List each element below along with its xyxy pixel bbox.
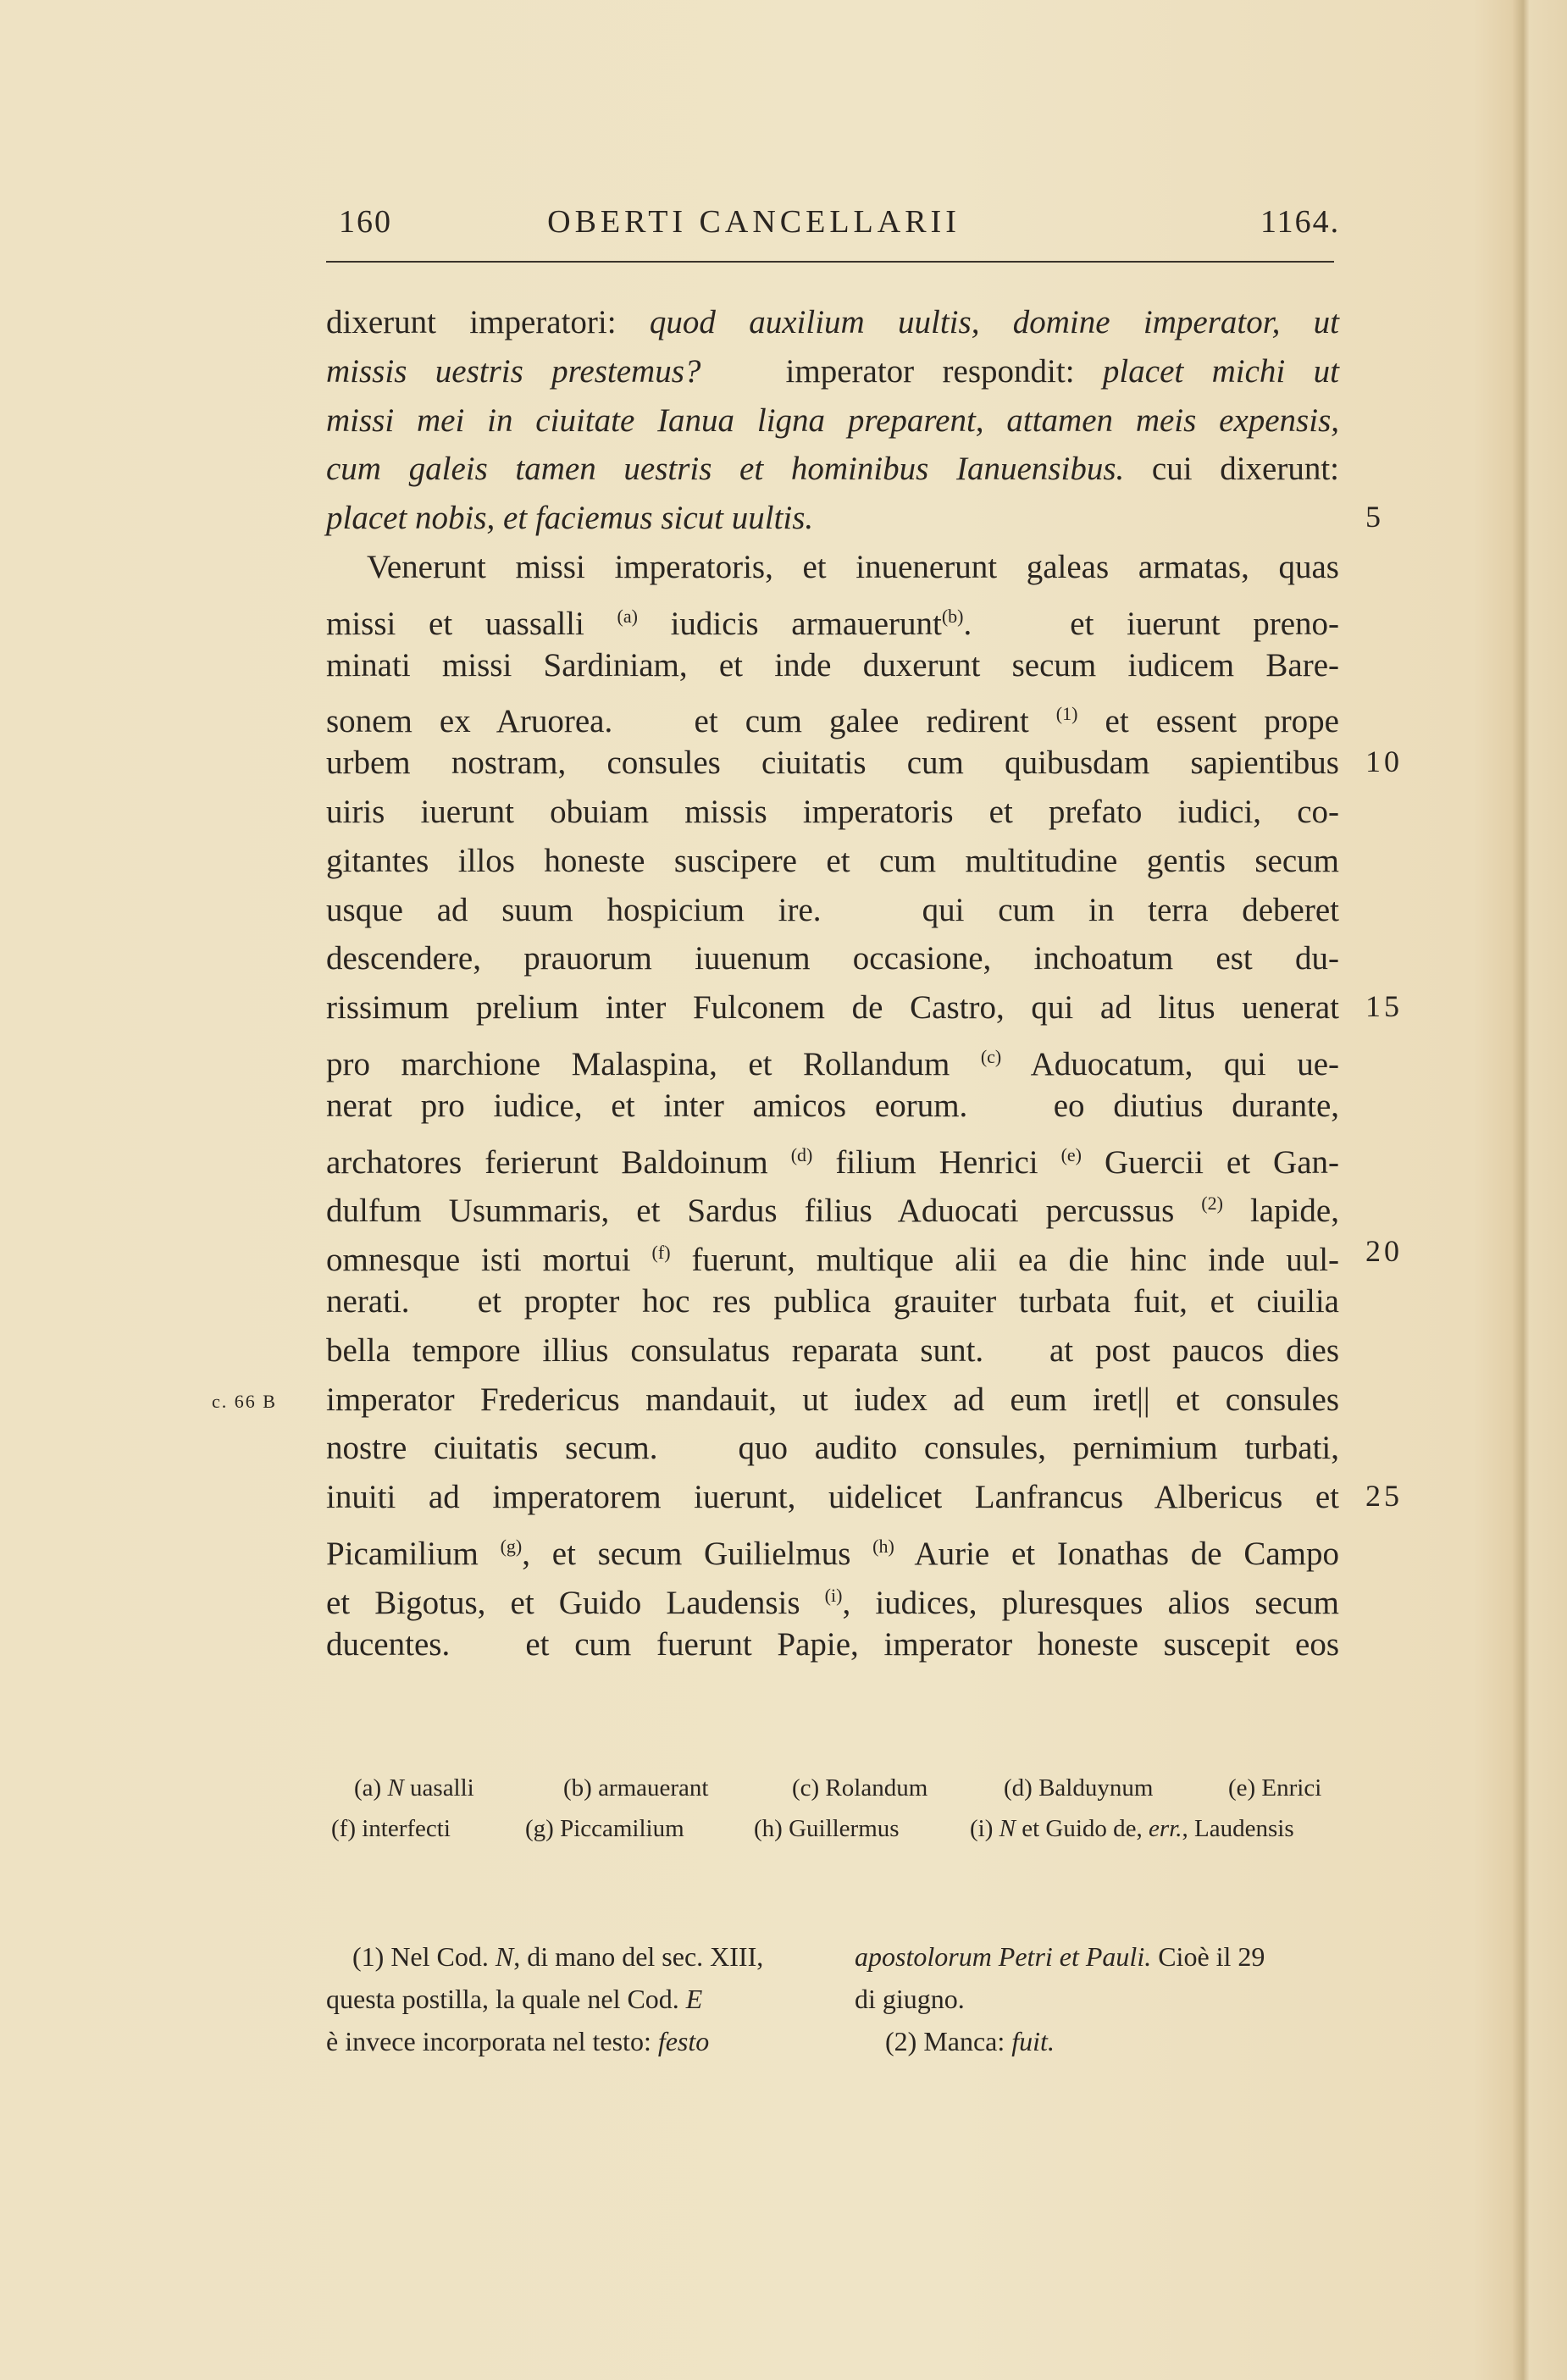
text-run: uiris iuerunt obuiam missis imperatoris et prefato iudici, co-	[326, 794, 1339, 830]
text-run: (a)	[354, 1774, 388, 1802]
text-run: urbem nostram, consules ciuitatis cum quibusdam sapientibus	[326, 744, 1339, 782]
italic-text: apostolorum Petri et Pauli.	[855, 1941, 1152, 1972]
text-run: nostre ciuitatis secum. quo audito consules, pernimium turbati,	[326, 1430, 1339, 1467]
text-run: missi et uassalli	[326, 605, 617, 642]
text-line	[326, 886, 1339, 935]
text-run: cui dixerunt:	[1124, 451, 1339, 488]
footnote-marker: (1)	[1055, 703, 1078, 725]
line-number: 20	[1365, 1234, 1403, 1269]
text-run: nerat pro iudice, et inter amicos eorum. eo diutius durante,	[326, 1087, 1339, 1124]
variant-reading	[792, 1774, 927, 1802]
text-line	[326, 983, 1339, 1032]
text-line	[326, 396, 1339, 446]
text-run: Aduocatum, qui ue-	[1001, 1046, 1339, 1082]
italic-text: N	[495, 1941, 514, 1972]
text-run: uasalli	[403, 1774, 474, 1802]
variant-reading	[1004, 1774, 1153, 1802]
text-line	[326, 1131, 1339, 1180]
variant-reading	[331, 1815, 451, 1843]
text-line	[326, 1571, 1339, 1620]
text-run: (1) Nel Cod.	[352, 1941, 496, 1972]
text-run: iudicis armauerunt	[637, 605, 942, 642]
variant-reading	[525, 1815, 684, 1843]
text-line	[326, 1277, 1339, 1326]
page-number: 160	[339, 204, 392, 240]
text-run: (b) armauerant	[563, 1774, 709, 1802]
text-line	[326, 837, 1339, 886]
text-run: Guercii et Gan-	[1082, 1143, 1339, 1181]
text-line	[326, 445, 1339, 494]
text-run: Picamilium	[326, 1536, 501, 1572]
text-run: (2) Manca:	[885, 2026, 1012, 2056]
text-line	[326, 739, 1339, 788]
text-line	[326, 347, 1339, 396]
italic-text: missis uestris prestemus?	[326, 352, 701, 390]
text-run: ducentes. et cum fuerunt Papie, imperator honeste suscepit eos	[326, 1625, 1339, 1663]
text-line	[326, 1228, 1339, 1277]
footnote-marker: (b)	[941, 605, 964, 627]
line-number: 5	[1365, 500, 1384, 534]
text-run: , iudices, pluresques alios secum	[842, 1584, 1339, 1621]
text-run: Aurie et Ionathas de Campo	[894, 1536, 1339, 1572]
text-run: filium Henrici	[812, 1143, 1061, 1181]
text-run: dixerunt imperatori:	[326, 304, 650, 340]
text-line	[326, 1179, 1339, 1228]
text-run: nerati. et propter hoc res publica grauiter turbata fuit, et ciuilia	[326, 1283, 1339, 1320]
text-run: (h) Guillermus	[754, 1815, 900, 1842]
variant-reading	[354, 1774, 474, 1802]
footnote-marker: (g)	[500, 1536, 523, 1557]
footnote-marker: (a)	[617, 605, 638, 627]
footnote-marker: (2)	[1201, 1193, 1223, 1215]
text-run: (c) Rolandum	[792, 1774, 928, 1802]
footnote-marker: (e)	[1060, 1143, 1083, 1165]
text-run: bella tempore illius consulatus reparata sunt. at post paucos dies	[326, 1331, 1339, 1369]
footnote-marker: (f)	[651, 1242, 671, 1264]
text-line	[326, 934, 1339, 983]
italic-text: missi mei in ciuitate Ianua ligna preparent, attamen meis expensis,	[326, 401, 1339, 439]
text-run: gitantes illos honeste suscipere et cum multitudine gentis secum	[326, 842, 1339, 879]
text-line	[326, 1032, 1339, 1082]
text-line	[326, 543, 1339, 592]
variant-reading	[754, 1815, 900, 1843]
text-run: descendere, prauorum iuuenum occasione, inchoatum est du-	[326, 940, 1339, 977]
text-run: Venerunt missi imperatoris, et inuenerunt galeas armatas, quas	[367, 549, 1339, 585]
text-run: fuerunt, multique alii ea die hinc inde uul-	[670, 1242, 1340, 1279]
text-run: archatores ferierunt Baldoinum	[326, 1143, 791, 1181]
variant-reading	[1228, 1774, 1321, 1802]
text-line	[326, 641, 1339, 690]
text-run: (f) interfecti	[331, 1815, 451, 1842]
text-line	[326, 1424, 1339, 1473]
footnote-line	[855, 1941, 1265, 1973]
footnote-line	[352, 1941, 763, 1973]
italic-text: fuit.	[1011, 2026, 1055, 2056]
footnote-line	[885, 2026, 1055, 2057]
line-number: 25	[1365, 1479, 1403, 1514]
italic-text: cum galeis tamen uestris et hominibus Ianuensibus.	[326, 451, 1125, 488]
text-run: imperator respondit:	[700, 352, 1103, 390]
text-line	[326, 788, 1339, 837]
text-run: sonem ex Aruorea. et cum galee redirent	[326, 703, 1056, 740]
text-run: dulfum Usummaris, et Sardus filius Aduocati percussus	[326, 1193, 1202, 1230]
italic-text: festo	[657, 2026, 710, 2056]
text-line	[326, 1473, 1339, 1522]
text-line	[326, 1326, 1339, 1375]
text-run: usque ad suum hospicium ire. qui cum in terra deberet	[326, 891, 1339, 928]
variant-reading	[970, 1815, 1294, 1843]
line-number: 15	[1365, 989, 1403, 1024]
italic-text: placet michi ut	[1102, 352, 1339, 390]
footnote-marker: (c)	[980, 1046, 1002, 1067]
running-year: 1164.	[1260, 204, 1341, 240]
text-run: Cioè il 29	[1151, 1941, 1265, 1972]
footnote-line	[855, 1984, 965, 2015]
line-number: 10	[1365, 744, 1403, 779]
text-run: , et secum Guilielmus	[522, 1536, 873, 1572]
footnote-line	[326, 1984, 702, 2015]
text-line	[326, 689, 1339, 739]
text-run: è invece incorporata nel testo:	[326, 2026, 658, 2056]
text-run: pro marchione Malaspina, et Rollandum	[326, 1046, 981, 1082]
text-run: di giugno.	[855, 1984, 965, 2014]
text-line	[326, 1375, 1339, 1425]
footnote-marker: (h)	[872, 1536, 894, 1557]
text-line	[326, 1082, 1339, 1131]
margin-folio-note: c. 66 B	[212, 1390, 277, 1412]
text-run: (e) Enrici	[1228, 1774, 1322, 1802]
italic-text: N	[387, 1774, 404, 1802]
text-run: , di mano del sec. XIII,	[513, 1941, 764, 1972]
text-run: (g) Piccamilium	[525, 1815, 684, 1842]
text-run: questa postilla, la quale nel Cod.	[326, 1984, 686, 2014]
text-run: inuiti ad imperatorem iuerunt, uidelicet Lanfrancus Albericus et	[326, 1479, 1339, 1516]
text-run: , Laudensis	[1182, 1815, 1294, 1842]
italic-text: E	[685, 1984, 703, 2014]
footnote-marker: (i)	[824, 1584, 843, 1606]
italic-text: N	[999, 1815, 1016, 1842]
text-line	[326, 298, 1339, 347]
running-title: OBERTI CANCELLARII	[547, 204, 961, 240]
italic-text: quod auxilium uultis, domine imperator, ut	[649, 304, 1339, 340]
header-rule	[326, 261, 1334, 263]
text-run: (i)	[970, 1815, 999, 1842]
variant-reading	[563, 1774, 708, 1802]
footnote-marker: (d)	[790, 1143, 813, 1165]
text-run: . et iuerunt preno-	[963, 605, 1339, 642]
text-run: minati missi Sardiniam, et inde duxerunt secum iudicem Bare-	[326, 646, 1339, 684]
text-line	[326, 494, 1339, 543]
text-run: omnesque isti mortui	[326, 1242, 652, 1279]
text-run: rissimum prelium inter Fulconem de Castro, qui ad litus uenerat	[326, 989, 1339, 1027]
text-run: et Guido de,	[1015, 1815, 1149, 1842]
text-run: et essent prope	[1077, 703, 1339, 740]
italic-text: placet nobis, et faciemus sicut uultis.	[326, 500, 814, 537]
footnote-line	[326, 2026, 709, 2057]
text-line	[326, 1522, 1339, 1571]
text-run: imperator Fredericus mandauit, ut iudex ad eum iret|| et consules	[326, 1381, 1339, 1418]
text-line	[326, 1620, 1339, 1669]
text-run: et Bigotus, et Guido Laudensis	[326, 1584, 825, 1621]
text-run: (d) Balduynum	[1004, 1774, 1154, 1802]
italic-text: err.	[1149, 1815, 1182, 1842]
text-run: lapide,	[1222, 1193, 1339, 1230]
text-line	[326, 592, 1339, 641]
